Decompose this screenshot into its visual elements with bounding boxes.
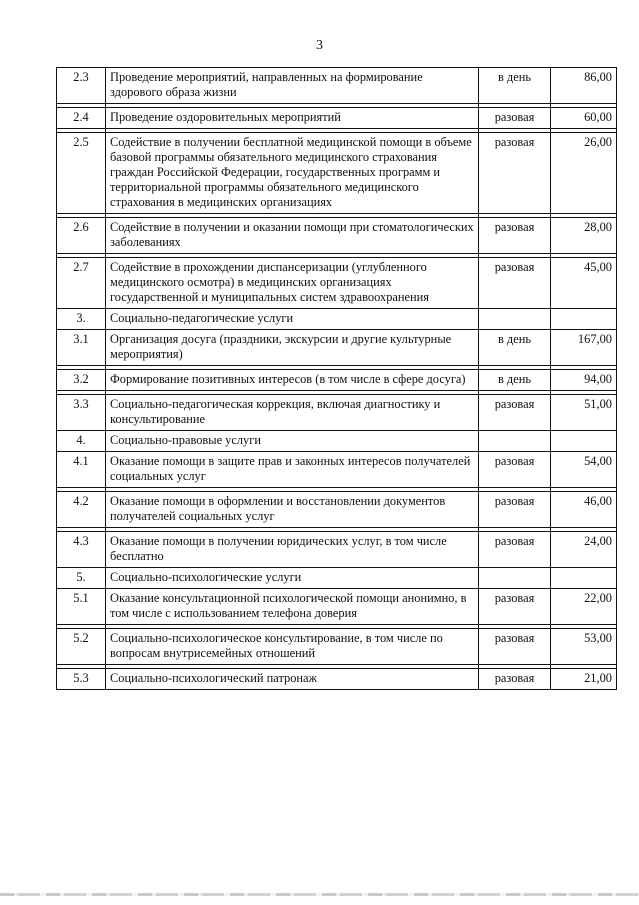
service-unit <box>479 431 551 452</box>
row-number: 5.2 <box>57 629 106 665</box>
row-number: 2.7 <box>57 258 106 309</box>
service-name: Организация досуга (праздники, экскурсии и другие культурные мероприятия) <box>106 330 479 366</box>
service-name: Содействие в получении и оказании помощи при стоматологических заболеваниях <box>106 218 479 254</box>
service-price: 54,00 <box>551 452 617 488</box>
service-price: 51,00 <box>551 395 617 431</box>
service-name: Социально-психологический патронаж <box>106 669 479 690</box>
service-unit: в день <box>479 330 551 366</box>
service-price: 46,00 <box>551 492 617 528</box>
row-number: 4. <box>57 431 106 452</box>
service-name: Социально-психологическое консультирование, в том числе по вопросам внутрисемейных отношений <box>106 629 479 665</box>
service-price <box>551 431 617 452</box>
row-number: 5.3 <box>57 669 106 690</box>
row-number: 4.2 <box>57 492 106 528</box>
service-unit: разовая <box>479 133 551 214</box>
service-name: Оказание помощи в получении юридических услуг, в том числе бесплатно <box>106 532 479 568</box>
table-row <box>57 589 617 625</box>
service-unit: разовая <box>479 669 551 690</box>
service-price: 21,00 <box>551 669 617 690</box>
table-row <box>57 258 617 309</box>
service-price: 86,00 <box>551 68 617 104</box>
service-price <box>551 568 617 589</box>
row-number: 2.3 <box>57 68 106 104</box>
service-price: 60,00 <box>551 108 617 129</box>
row-number: 3.1 <box>57 330 106 366</box>
service-unit: разовая <box>479 589 551 625</box>
service-unit: разовая <box>479 108 551 129</box>
table-row <box>57 133 617 214</box>
section-title: Социально-правовые услуги <box>106 431 479 452</box>
scan-bottom-edge <box>0 893 639 896</box>
service-name: Оказание консультационной психологической помощи анонимно, в том числе с использованием телефона доверия <box>106 589 479 625</box>
service-unit: разовая <box>479 395 551 431</box>
service-unit: разовая <box>479 532 551 568</box>
service-unit: разовая <box>479 452 551 488</box>
service-unit: разовая <box>479 218 551 254</box>
row-number: 3.2 <box>57 370 106 391</box>
section-title: Социально-педагогические услуги <box>106 309 479 330</box>
service-name: Социально-педагогическая коррекция, включая диагностику и консультирование <box>106 395 479 431</box>
table-row <box>57 532 617 568</box>
section-row <box>57 431 617 452</box>
service-name: Проведение оздоровительных мероприятий <box>106 108 479 129</box>
service-unit: разовая <box>479 492 551 528</box>
services-table-body <box>57 68 617 690</box>
table-row <box>57 395 617 431</box>
service-price: 26,00 <box>551 133 617 214</box>
table-row <box>57 492 617 528</box>
service-name: Оказание помощи в оформлении и восстановлении документов получателей социальных услуг <box>106 492 479 528</box>
row-number: 4.3 <box>57 532 106 568</box>
service-price: 24,00 <box>551 532 617 568</box>
service-price: 22,00 <box>551 589 617 625</box>
service-unit: в день <box>479 370 551 391</box>
table-row <box>57 218 617 254</box>
table-row <box>57 108 617 129</box>
row-number: 2.5 <box>57 133 106 214</box>
row-number: 2.6 <box>57 218 106 254</box>
service-price: 28,00 <box>551 218 617 254</box>
table-row <box>57 669 617 690</box>
section-row <box>57 568 617 589</box>
row-number: 4.1 <box>57 452 106 488</box>
row-number: 3.3 <box>57 395 106 431</box>
table-row <box>57 370 617 391</box>
row-number: 5.1 <box>57 589 106 625</box>
service-price: 45,00 <box>551 258 617 309</box>
service-price: 94,00 <box>551 370 617 391</box>
table-row <box>57 330 617 366</box>
services-table <box>56 67 617 690</box>
row-number: 5. <box>57 568 106 589</box>
service-unit: разовая <box>479 629 551 665</box>
service-name: Содействие в прохождении диспансеризации (углубленного медицинского осмотра) в медицинских организациях государственной и муниципальных систем здравоохранения <box>106 258 479 309</box>
service-unit: разовая <box>479 258 551 309</box>
section-title: Социально-психологические услуги <box>106 568 479 589</box>
row-number: 2.4 <box>57 108 106 129</box>
service-price: 167,00 <box>551 330 617 366</box>
service-name: Содействие в получении бесплатной медицинской помощи в объеме базовой программы обязательного медицинского страхования граждан Российской Федерации, государственных программ и территориальной программы обязательного медицинского страхования в медицинских организациях <box>106 133 479 214</box>
table-row <box>57 68 617 104</box>
service-name: Оказание помощи в защите прав и законных интересов получателей социальных услуг <box>106 452 479 488</box>
table-row <box>57 452 617 488</box>
service-name: Формирование позитивных интересов (в том числе в сфере досуга) <box>106 370 479 391</box>
service-price: 53,00 <box>551 629 617 665</box>
table-row <box>57 629 617 665</box>
service-price <box>551 309 617 330</box>
service-unit <box>479 568 551 589</box>
page-number: 3 <box>316 38 323 53</box>
row-number: 3. <box>57 309 106 330</box>
section-row <box>57 309 617 330</box>
service-unit: в день <box>479 68 551 104</box>
service-unit <box>479 309 551 330</box>
service-name: Проведение мероприятий, направленных на формирование здорового образа жизни <box>106 68 479 104</box>
